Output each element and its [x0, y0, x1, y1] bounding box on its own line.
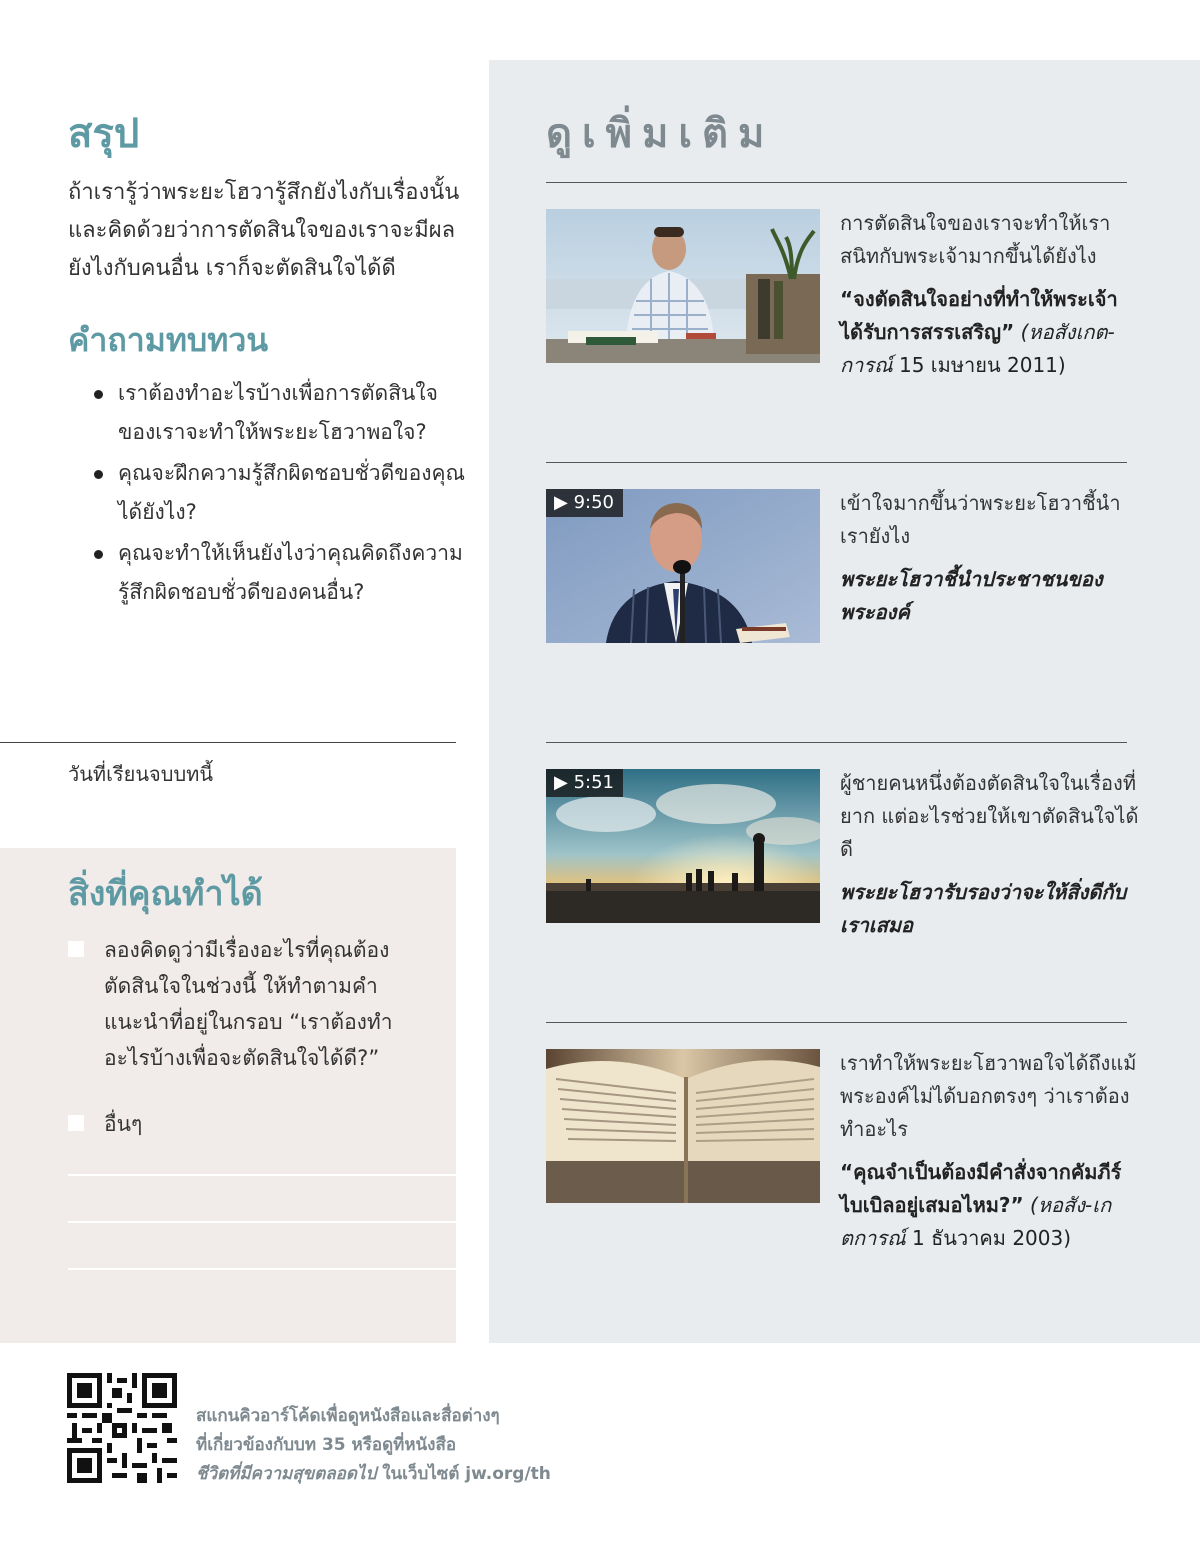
item-description: ผู้ชายคนหนึ่งต้องตัดสินใจในเรื่องที่ยาก แต่อะไรช่วยให้เขาตัดสินใจได้ดี [840, 771, 1139, 861]
summary-title: สรุป [68, 111, 140, 157]
todo-title: สิ่งที่คุณทำได้ [68, 874, 263, 914]
date-divider [0, 742, 456, 743]
item-reference[interactable] [840, 563, 1140, 629]
footer-line: สแกนคิวอาร์โค้ดเพื่อดูหนังสือและสื่อต่างๆ [196, 1406, 500, 1426]
completion-date-label: วันที่เรียนจบบทนี้ [68, 762, 214, 786]
video-thumbnail[interactable] [546, 489, 820, 643]
writing-line [68, 1174, 456, 1176]
item-divider [546, 742, 1127, 743]
item-divider [546, 182, 1127, 183]
item-divider [546, 1022, 1127, 1023]
item-description: เราทำให้พระยะโฮวาพอใจได้ถึงแม้พระองค์ไม่ได้บอกตรงๆ ว่าเราต้องทำอะไร [840, 1051, 1137, 1141]
writing-line [68, 1268, 456, 1270]
review-question: เราต้องทำอะไรบ้างเพื่อการตัดสินใจของเราจะทำให้พระยะโฮวาพอใจ? [92, 374, 468, 452]
article-thumbnail[interactable] [546, 209, 820, 363]
reference-date: 15 เมษายน 2011) [899, 353, 1066, 377]
see-more-item [840, 487, 1140, 629]
reference-title[interactable]: พระยะโฮวาชี้นำประชาชนของพระองค์ [840, 567, 1103, 624]
item-reference[interactable] [840, 1156, 1140, 1255]
footer-line: ที่เกี่ยวข้องกับบท 35 หรือดูที่หนังสือ [196, 1435, 457, 1455]
review-questions-title: คำถามทบทวน [68, 321, 269, 359]
item-reference[interactable] [840, 876, 1140, 942]
video-duration-badge: ▶ 9:50 [546, 489, 623, 517]
reference-title[interactable]: “คุณจำเป็นต้องมีคำสั่งจากคัมภีร์ไบเบิลอยู่เสมอไหม?” [840, 1160, 1122, 1217]
review-questions-list [68, 374, 468, 612]
see-more-item [840, 767, 1140, 942]
checkbox-icon[interactable] [68, 941, 84, 957]
see-more-item [840, 1047, 1140, 1255]
man-studying-bible-image [546, 209, 820, 363]
writing-line [68, 1221, 456, 1223]
video-duration-badge: ▶ 5:51 [546, 769, 623, 797]
item-reference[interactable] [840, 283, 1140, 382]
reference-source: (หอสัง-เกตการณ์ [840, 1193, 1112, 1250]
todo-item-text: อื่นๆ [104, 1112, 143, 1136]
todo-item-text: ลองคิดดูว่ามีเรื่องอะไรที่คุณต้องตัดสินใจในช่วงนี้ ให้ทำตามคำแนะนำที่อยู่ในกรอบ “เราต้องทำอะไรบ้างเพื่อจะตัดสินใจได้ดี?” [104, 938, 393, 1070]
review-question: คุณจะทำให้เห็นยังไงว่าคุณคิดถึงความรู้สึกผิดชอบชั่วดีของคนอื่น? [92, 534, 468, 612]
qr-code-icon[interactable] [67, 1373, 177, 1483]
open-bible-image [546, 1049, 820, 1203]
todo-item[interactable] [68, 1106, 428, 1142]
todo-item[interactable] [68, 932, 428, 1076]
review-question: คุณจะฝึกความรู้สึกผิดชอบชั่วดีของคุณได้ยังไง? [92, 454, 468, 532]
summary-section [68, 108, 468, 614]
book-title: ชีวิตที่มีความสุขตลอดไป [196, 1464, 377, 1484]
reference-date: 1 ธันวาคม 2003) [911, 1226, 1072, 1250]
reference-title[interactable]: พระยะโฮวารับรองว่าจะให้สิ่งดีกับเราเสมอ [840, 880, 1127, 937]
footer-website[interactable]: ในเว็บไซต์ jw.org/th [382, 1464, 551, 1484]
footer-note [196, 1402, 616, 1489]
item-divider [546, 462, 1127, 463]
checkbox-icon[interactable] [68, 1115, 84, 1131]
reference-title[interactable]: “จงตัดสินใจอย่างที่ทำให้พระเจ้าได้รับการสรรเสริญ” [840, 287, 1118, 344]
article-thumbnail[interactable] [546, 1049, 820, 1203]
see-more-item [840, 207, 1140, 382]
summary-text: ถ้าเรารู้ว่าพระยะโฮวารู้สึกยังไงกับเรื่องนั้นและคิดด้วยว่าการตัดสินใจของเราจะมีผลยังไงกับคนอื่น เราก็จะตัดสินใจได้ดี [68, 180, 460, 281]
item-description: เข้าใจมากขึ้นว่าพระยะโฮวาชี้นำเรายังไง [840, 491, 1121, 548]
reference-source: (หอสังเกต-การณ์ [840, 320, 1115, 377]
video-thumbnail[interactable] [546, 769, 820, 923]
see-more-title: ดูเพิ่มเติม [546, 111, 775, 157]
footer-line [196, 1460, 616, 1489]
item-description: การตัดสินใจของเราจะทำให้เราสนิทกับพระเจ้ามากขึ้นได้ยังไง [840, 211, 1111, 268]
